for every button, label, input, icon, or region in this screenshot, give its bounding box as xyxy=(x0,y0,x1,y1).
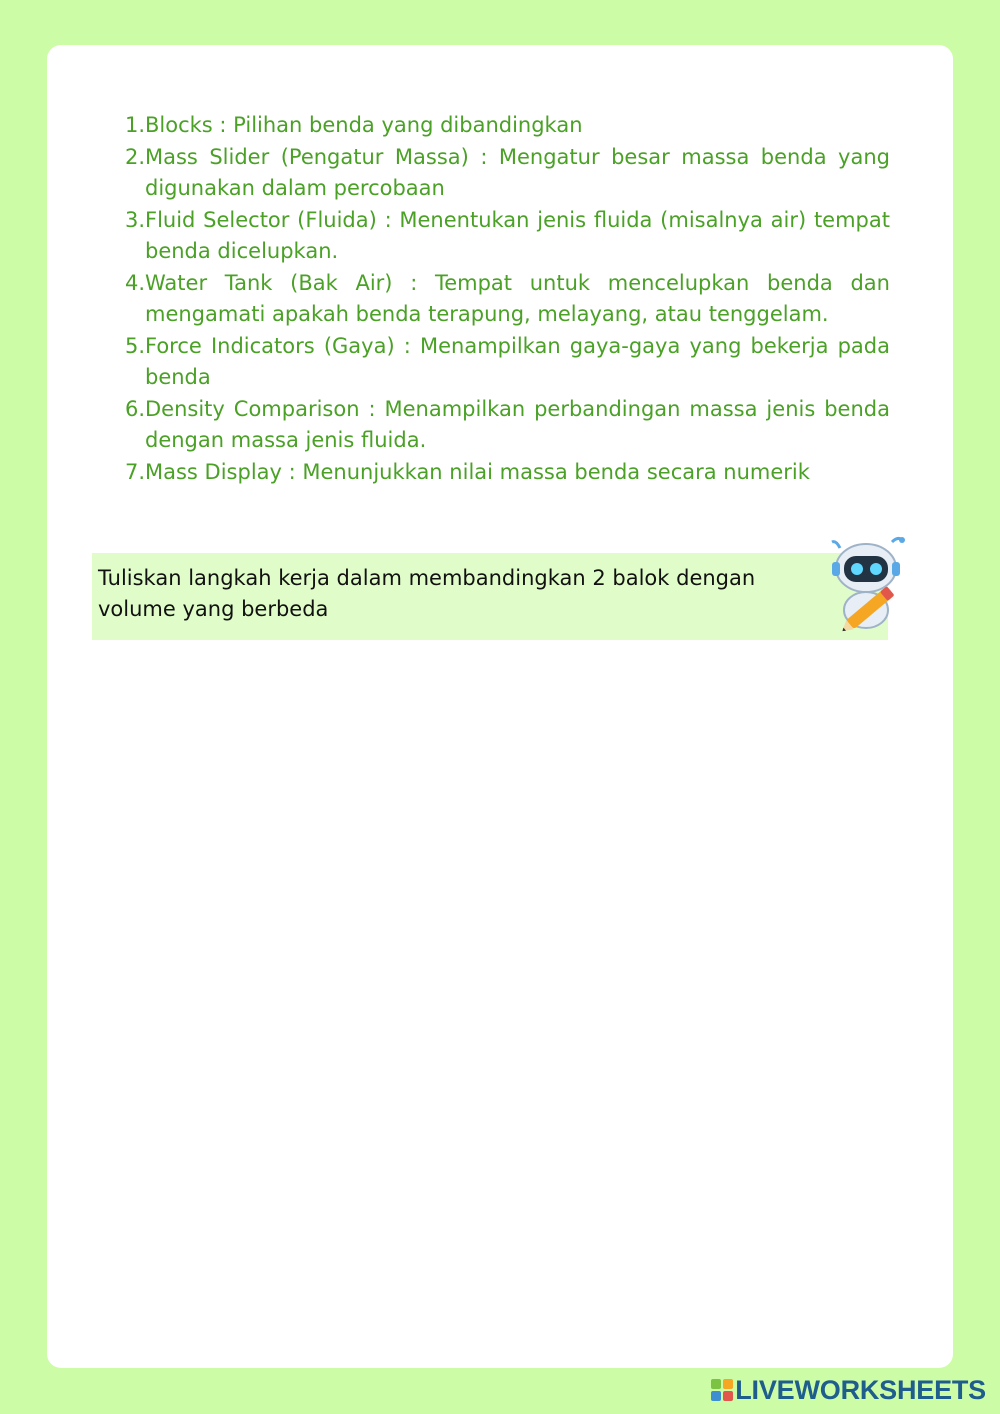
list-item: 2. Mass Slider (Pengatur Massa) : Mengatur besar massa benda yang digunakan dalam percobaan xyxy=(124,144,890,200)
list-item: 4. Water Tank (Bak Air) : Tempat untuk mencelupkan benda dan mengamati apakah benda terapung, melayang, atau tenggelam. xyxy=(124,270,890,326)
list-item: 5. Force Indicators (Gaya) : Menampilkan gaya-gaya yang bekerja pada benda xyxy=(124,333,890,389)
list-item: 3. Fluid Selector (Fluida) : Menentukan jenis fluida (misalnya air) tempat benda dicelupkan. xyxy=(124,207,890,263)
robot-pencil-icon xyxy=(826,532,910,632)
brand-name: LIVEWORKSHEETS xyxy=(735,1374,986,1405)
list-item: 6. Density Comparison : Menampilkan perbandingan massa jenis benda dengan massa jenis fluida. xyxy=(124,396,890,452)
liveworksheets-brand xyxy=(711,1373,986,1407)
feature-list xyxy=(118,110,890,488)
liveworksheets-logo-icon xyxy=(711,1379,733,1401)
task-box xyxy=(92,553,888,640)
list-item: 7. Mass Display : Menunjukkan nilai massa benda secara numerik xyxy=(124,459,810,484)
task-prompt: Tuliskan langkah kerja dalam membandingkan 2 balok dengan volume yang berbeda xyxy=(98,566,756,621)
list-item: 1. Blocks : Pilihan benda yang dibandingkan xyxy=(124,113,583,137)
